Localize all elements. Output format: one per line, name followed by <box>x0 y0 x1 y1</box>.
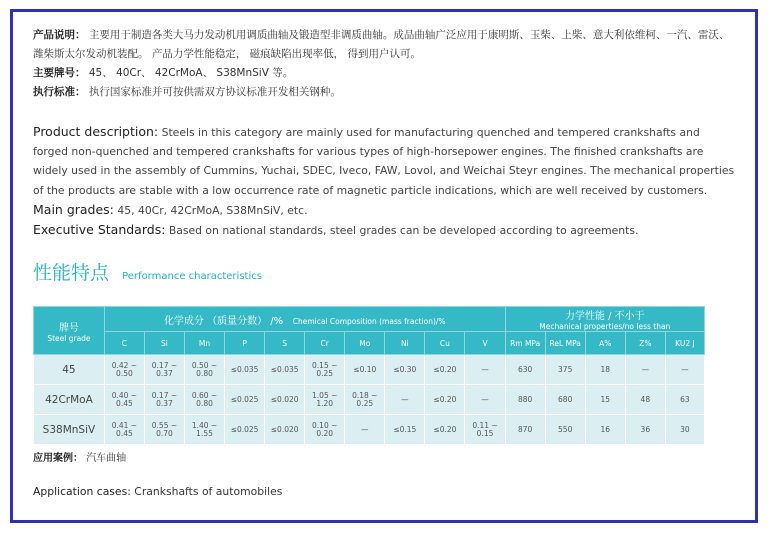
table-cell: ≤0.10 <box>345 355 385 385</box>
table-cell: ≤0.30 <box>385 355 425 385</box>
mech-header-zh: 力学性能 / 不小于 <box>564 311 645 322</box>
column-header: Mn <box>185 332 225 355</box>
en-std-label: Executive Standards: <box>33 222 166 238</box>
mech-header-en: Mechanical properties/no less than <box>539 322 671 331</box>
table-cell: ≤0.020 <box>265 385 305 415</box>
grade-header-zh: 牌号 <box>58 322 79 334</box>
table-cell: — <box>625 355 665 385</box>
column-header: V <box>465 332 505 355</box>
cn-grades-text: 45、 40Cr、 42CrMoA、 S38MnSiV 等。 <box>88 67 294 79</box>
column-header: Cr <box>305 332 345 355</box>
table-cell: 0.60 ~ 0.80 <box>185 385 225 415</box>
application-cases-cn <box>33 449 126 464</box>
chemical-composition-header <box>104 307 505 332</box>
section-title-en: Performance characteristics <box>122 271 262 282</box>
en-grades-label: Main grades: <box>33 201 114 217</box>
mechanical-properties-header <box>505 307 704 332</box>
column-header: Ni <box>385 332 425 355</box>
table-cell: ≤0.020 <box>265 415 305 445</box>
app-cn-label: 应用案例： <box>33 453 83 464</box>
en-standards <box>33 220 735 240</box>
table-cell: 0.55 ~ 0.70 <box>144 415 184 445</box>
table-cell: ≤0.025 <box>225 415 265 445</box>
table-cell: ≤0.035 <box>265 355 305 385</box>
grade-cell: 42CrMoA <box>34 385 105 415</box>
table-row <box>34 385 705 415</box>
en-grades-text: 45, 40Cr, 42CrMoA, S38MnSiV, etc. <box>117 203 308 217</box>
column-header: A% <box>585 332 625 355</box>
column-header: Z% <box>625 332 665 355</box>
table-cell: ≤0.20 <box>425 385 465 415</box>
table-cell: ≤0.20 <box>425 415 465 445</box>
en-desc-text: Steels in this category are mainly used for manufacturing quenched and tempered crankshafts and forged non-quenched and tempered crankshafts for various types of high-horsepower engines. The finished crankshafts are widely used in the assembly of Cummins, Yuchai, SDEC, Iveco, FAW, Lovol, and Weichai Steyr engines. The mechanical properties of the products are stable with a low occurrence rate of magnetic particle indications, which are well received by customers. <box>33 126 735 197</box>
grade-cell: 45 <box>34 355 105 385</box>
cn-std-text: 执行国家标准并可按供需双方协议标准开发相关钢种。 <box>88 86 341 98</box>
table-cell: 0.15 ~ 0.25 <box>305 355 345 385</box>
table-cell: 16 <box>585 415 625 445</box>
table-cell: 30 <box>665 415 704 445</box>
table-cell: 1.40 ~ 1.55 <box>185 415 225 445</box>
en-std-text: Based on national standards, steel grades can be developed according to agreements. <box>168 224 639 238</box>
column-header: C <box>104 332 144 355</box>
table-cell: ≤0.025 <box>225 385 265 415</box>
table-cell: 36 <box>625 415 665 445</box>
table-cell: ≤0.15 <box>385 415 425 445</box>
table-row <box>34 355 705 385</box>
en-product-description <box>33 122 735 200</box>
cn-product-description <box>33 26 733 64</box>
english-description-block <box>33 122 735 240</box>
column-header: Rm MPa <box>505 332 545 355</box>
cn-std-label: 执行标准： <box>33 86 86 98</box>
table-cell: 680 <box>545 385 585 415</box>
table-cell: 15 <box>585 385 625 415</box>
table-cell: — <box>345 415 385 445</box>
en-desc-label: Product description: <box>33 124 159 139</box>
section-title-zh: 性能特点 <box>33 262 110 284</box>
table-cell: 0.17 ~ 0.37 <box>144 385 184 415</box>
table-cell: 63 <box>665 385 704 415</box>
column-header: Cu <box>425 332 465 355</box>
column-header: P <box>225 332 265 355</box>
table-row <box>34 415 705 445</box>
table-cell: 870 <box>505 415 545 445</box>
table-cell: 0.41 ~ 0.45 <box>104 415 144 445</box>
table-cell: 0.18 ~ 0.25 <box>345 385 385 415</box>
table-cell: 880 <box>505 385 545 415</box>
table-cell: 0.17 ~ 0.37 <box>144 355 184 385</box>
column-header: ReL MPa <box>545 332 585 355</box>
table-cell: — <box>665 355 704 385</box>
app-cn-text: 汽车曲轴 <box>86 453 127 464</box>
column-header: Si <box>144 332 184 355</box>
chem-header-en: Chemical Composition (mass fraction)/% <box>292 316 446 326</box>
app-en-label: Application cases: <box>33 485 131 498</box>
grade-cell: S38MnSiV <box>34 415 105 445</box>
table-cell: 0.50 ~ 0.80 <box>185 355 225 385</box>
table-cell: ≤0.20 <box>425 355 465 385</box>
table-cell: 550 <box>545 415 585 445</box>
performance-table <box>33 306 705 445</box>
performance-section-title <box>33 258 262 285</box>
cn-desc-text: 主要用于制造各类大马力发动机用调质曲轴及锻造型非调质曲轴。成品曲轴广泛应用于康明斯、玉柴、上柴、意大利依维柯、一汽、雷沃、 潍柴斯太尔发动机装配。 产品力学性能稳定， 磁痕缺陷出现率低， 得到用户认可。 <box>33 29 730 60</box>
column-header: S <box>265 332 305 355</box>
chinese-description-block <box>33 26 733 102</box>
table-cell: 630 <box>505 355 545 385</box>
table-cell: — <box>465 385 505 415</box>
table-cell: 0.10 ~ 0.20 <box>305 415 345 445</box>
grade-header-en: Steel grade <box>47 333 91 343</box>
table-cell: 1.05 ~ 1.20 <box>305 385 345 415</box>
application-cases-en <box>33 485 282 498</box>
chem-header-zh: 化学成分 （质量分数） /% <box>163 315 284 327</box>
grade-header <box>34 307 105 355</box>
table-cell: 0.11 ~ 0.15 <box>465 415 505 445</box>
cn-desc-label: 产品说明： <box>33 29 86 41</box>
column-header: Mo <box>345 332 385 355</box>
cn-main-grades <box>33 64 733 83</box>
en-main-grades <box>33 200 735 220</box>
app-en-text: Crankshafts of automobiles <box>134 485 283 498</box>
table-cell: 375 <box>545 355 585 385</box>
table-cell: 0.42 ~ 0.50 <box>104 355 144 385</box>
table-cell: 0.40 ~ 0.45 <box>104 385 144 415</box>
table-cell: — <box>465 355 505 385</box>
table-cell: — <box>385 385 425 415</box>
cn-standards <box>33 83 733 102</box>
table-cell: 48 <box>625 385 665 415</box>
table-cell: 18 <box>585 355 625 385</box>
cn-grades-label: 主要牌号： <box>33 67 86 79</box>
column-header: KU2 J <box>665 332 704 355</box>
table-cell: ≤0.035 <box>225 355 265 385</box>
